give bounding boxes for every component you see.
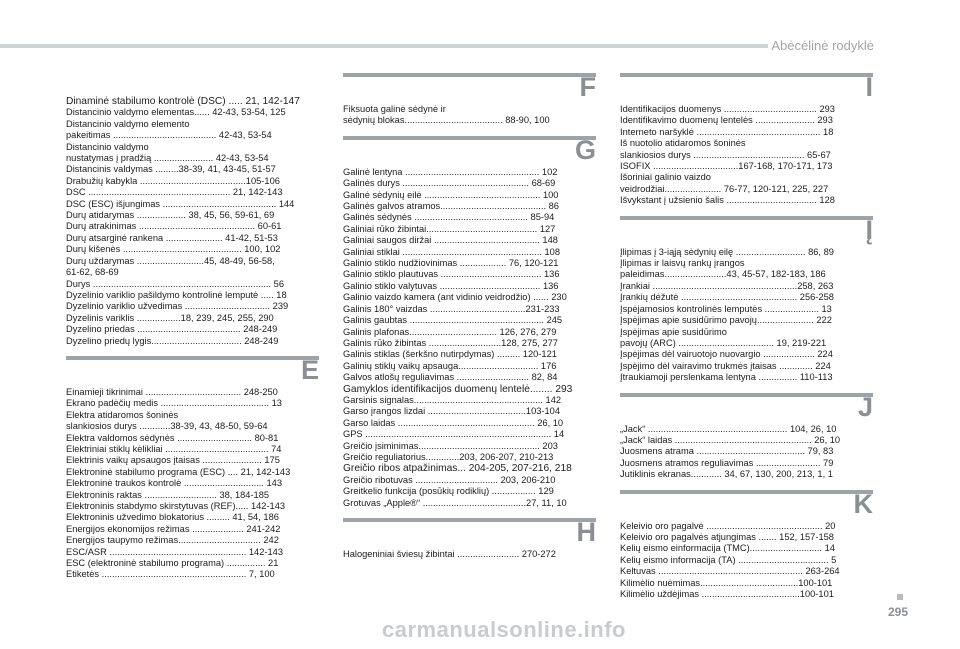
section-letter: H (576, 517, 596, 547)
index-entry: Keleivio oro pagalvės atjungimas ....... 152, 157-158 (620, 531, 834, 542)
index-entry-list (620, 424, 873, 481)
index-entry: Durų atidarymas ................... 38, 45, 56, 59-61, 69 (66, 210, 275, 221)
index-entry: Įlipimas ir laisvų rankų įrangos paleidimas........................43, 45-57, 182-183, 186 (620, 258, 826, 280)
index-entry: Galinis stiklas (šerkšno nutirpdymas) ......... 120-121 (343, 349, 557, 360)
index-entry: Išvykstant į užsienio šalis ................................... 128 (620, 195, 835, 206)
index-entry: Elektroninė traukos kontrolė ............................... 143 (66, 478, 282, 489)
index-entry: Elektra valdomos sėdynės ............................. 80-81 (66, 432, 279, 443)
index-entry: Energijos ekonomijos režimas .................... 241-242 (66, 523, 281, 534)
index-section (620, 70, 873, 207)
index-column-2 (343, 70, 596, 566)
section-divider-bar (620, 73, 873, 77)
index-entry: Greitkelio funkcija (posūkių rodiklių) ................. 129 (343, 486, 554, 497)
section-letter: K (853, 488, 873, 519)
index-entry: Galiniai stiklai ...................................................... 108 (343, 246, 560, 257)
index-section (343, 70, 596, 127)
watermark-text: carmanualsonline.info (382, 617, 626, 642)
index-entry: Durų atsarginė rankena ...................... 41-42, 51-53 (66, 232, 278, 243)
index-entry: Halogeniniai šviesų žibintai ........................ 270-272 (343, 549, 556, 559)
index-entry: Jutiklinis ekranas............ 34, 67, 130, 200, 213, 1, 1 (620, 469, 833, 480)
index-entry: DSC ....................................................... 21, 142-143 (66, 187, 283, 198)
index-entry: Ekrano padėčių medis .......................................... 13 (66, 398, 282, 409)
index-entry: Galinių stiklų vaikų apsauga............................... 176 (343, 360, 557, 371)
index-section (343, 133, 596, 509)
index-entry-list (343, 104, 596, 127)
index-entry: ESC (elektroninė stabilumo programa) ............... 21 (66, 558, 279, 569)
index-entry: Interneto naršyklė ................................................ 18 (620, 126, 834, 137)
index-entry: Garso laidas ..................................................... 26, 10 (343, 417, 564, 428)
section-letter: I (865, 72, 873, 102)
index-entry: Distancinio valdymo elementas...... 42-43, 53-54, 125 (66, 107, 286, 118)
index-section (620, 213, 873, 384)
index-entry: Galinio vaizdo kamera (ant vidinio veidrodžio) ...... 230 (343, 292, 567, 303)
index-column-3 (620, 70, 873, 606)
index-entry: Dyzelinio variklio užvedimas ................................. 239 (66, 301, 289, 312)
header-divider (0, 44, 768, 48)
section-divider-bar (620, 216, 873, 220)
index-entry: Keleivio oro pagalvė ............................................. 20 (620, 520, 836, 531)
index-entry: Greičio reguliatorius.............203, 206-207, 210-213 (343, 451, 554, 462)
section-letter-header (343, 515, 596, 545)
index-entry: Fiksuota galinė sėdynė ir sėdynių blokas...................................... 88-90, 100 (343, 104, 550, 126)
index-entry: Kilimėlio uždėjimas ......................................100-101 (620, 589, 834, 599)
index-section (66, 353, 319, 581)
index-entry: Elektroninis užvedimo blokatorius ......... 41, 54, 186 (66, 512, 279, 523)
index-section (66, 96, 319, 347)
index-entry-list (620, 521, 873, 601)
index-entry: Durų uždarymas ..........................45, 48-49, 56-58, 61-62, 68-69 (66, 255, 275, 278)
section-divider-bar (66, 356, 319, 360)
index-entry: Iš nuotolio atidaromos šoninės slankiosios durys ........................................... 65-67 (620, 138, 831, 160)
index-entry: Identifikavimo duomenų lentelės ....................... 293 (620, 115, 833, 126)
section-letter-header (343, 70, 596, 100)
index-entry: Įspėjimas apie susidūrimo pavojų...................... 222 (620, 315, 832, 326)
section-letter: J (857, 391, 873, 422)
index-entry: Įspėjimas apie susidūrimo pavojų (ARC) ..................................... 19, 219-221 (620, 326, 827, 348)
index-entry: Greičio įsiminimas............................................... 203 (343, 440, 558, 451)
index-entry: Įlipimas į 3-iąją sėdynių eilę ........................... 86, 89 (620, 246, 834, 257)
index-entry: Įspėjamosios kontrolinės lemputės ..................... 13 (620, 303, 832, 314)
index-entry: Durys ..................................................................... 56 (66, 278, 285, 289)
section-divider-bar (343, 136, 596, 140)
index-entry: Juosmens atrama .......................................... 79, 83 (620, 446, 834, 457)
index-entry: Galinis 180° vaizdas .....................................231-233 (343, 303, 560, 314)
section-letter: F (579, 72, 596, 102)
section-letter-header (620, 390, 873, 420)
index-entry: DSC (ESC) išjungimas ............................................ 144 (66, 198, 295, 209)
index-section (343, 515, 596, 560)
index-entry: Galinis plafonas.................................. 126, 276, 279 (343, 326, 557, 337)
index-entry: Elektra atidaromos šoninės slankiosios durys ............38-39, 43, 48-50, 59-64 (66, 409, 268, 432)
index-entry: Galinės durys ................................................. 68-69 (343, 178, 556, 189)
section-letter-header (620, 213, 873, 243)
index-entry: Galiniai saugos diržai ......................................... 148 (343, 235, 558, 246)
index-entry: Drabužių kabykla .........................................105-106 (66, 175, 280, 186)
index-column-1 (66, 96, 319, 587)
index-entry: Dyzelinio variklio pašildymo kontrolinė lemputė ..... 18 (66, 289, 287, 300)
index-entry: Įspėjimo dėl vairavimo trukmės įtaisas ............. 224 (620, 360, 831, 371)
index-entry: Dyzelino priedas ........................................ 248-249 (66, 324, 278, 335)
index-entry: Energijos taupymo režimas................................ 242 (66, 535, 279, 546)
index-entry: Dinaminė stabilumo kontrolė (DSC) ..... 21, 142-147 (66, 96, 300, 107)
index-entry: Galinis rūko žibintas ............................128, 275, 277 (343, 337, 558, 348)
page-marker-square (897, 594, 903, 600)
section-divider-bar (343, 518, 596, 522)
index-entry: Garsinis signalas.................................................. 142 (343, 394, 562, 405)
index-entry: Kelių eismo einformacija (TMC)............................ 14 (620, 543, 835, 554)
index-entry: Galinė lentyna .................................................... 102 (343, 166, 558, 177)
index-entry: Identifikacijos duomenys .................................... 293 (620, 104, 835, 114)
index-entry: Etiketės ........................................................ 7, 100 (66, 569, 275, 580)
index-entry: Greičio ribotuvas ................................ 203, 206-210 (343, 474, 556, 485)
section-letter-header (343, 133, 596, 163)
index-entry: Kilimėlio nuėmimas......................................100-101 (620, 577, 833, 588)
index-entry: Elektroninis raktas ............................ 38, 184-185 (66, 489, 270, 500)
index-entry: Einamieji tikrinimai ..................................... 248-250 (66, 386, 278, 397)
index-entry-list (343, 549, 596, 560)
index-entry: Keltuvas ........................................................ 263-264 (620, 566, 840, 577)
section-letter: E (300, 354, 319, 385)
index-entry-list (620, 247, 873, 384)
index-entry: Įspėjimas dėl vairuotojo nuovargio .................... 224 (620, 349, 833, 360)
page-header-title: Abėcėlinė rodyklė (771, 38, 874, 53)
index-entry: Garso įrangos lizdai ......................................103-104 (343, 406, 561, 417)
index-entry: ISOFIX .................................167-168, 170-171, 173 (620, 161, 833, 172)
index-entry: Distancinis valdymas .........38-39, 41, 43-45, 51-57 (66, 164, 276, 175)
index-entry: Galvos atlošų reguliavimas ............................ 82, 84 (343, 372, 558, 383)
index-entry-list (343, 167, 596, 509)
index-entry: Įrankiai ........................................................258, 263 (620, 280, 834, 291)
index-entry: Galinio stiklo nudžiovinimas .................. 76, 120-121 (343, 258, 559, 269)
index-entry: Elektroninis stabdymo skirstytuvas (REF)..... 142-143 (66, 501, 286, 511)
index-entry: Durų kišenės .............................................. 100, 102 (66, 244, 281, 255)
index-entry: Durų atrakinimas ............................................. 60-61 (66, 221, 282, 232)
index-entry: Galinio stiklo plautuvas ....................................... 136 (343, 269, 560, 280)
index-entry: Juosmens atramos reguliavimas ......................... 79 (620, 457, 834, 468)
section-divider-bar (343, 73, 596, 77)
index-entry: Elektroninė stabilumo programa (ESC) .... 21, 142-143 (66, 466, 291, 477)
index-entry: „Jack“ ...................................................... 104, 26, 10 (620, 423, 837, 434)
index-entry-list (66, 387, 319, 581)
index-entry: Greičio ribos atpažinimas... 204-205, 207-216, 218 (343, 463, 572, 475)
section-letter: G (574, 134, 596, 165)
index-entry: Galiniai rūko žibintai........................................... 127 (343, 223, 556, 234)
index-entry: „Jack“ laidas ..................................................... 26, 10 (620, 434, 841, 445)
index-entry: Distancinio valdymo elemento pakeitimas ........................................ 42-43, 53-54 (66, 118, 272, 141)
index-entry: Išoriniai galinio vaizdo veidrodžiai...................... 76-77, 120-121, 225, 227 (620, 172, 829, 194)
index-entry: Elektrinis vaikų apsaugos įtaisas ....................... 175 (66, 455, 280, 466)
index-entry-list (66, 96, 319, 347)
index-section (620, 390, 873, 481)
section-divider-bar (620, 393, 873, 397)
index-entry: Dyzelino priedų lygis................................... 248-249 (66, 335, 279, 346)
index-entry: Įtraukiamoji perslenkama lentyna ............... 110-113 (620, 372, 833, 383)
section-letter-header (620, 487, 873, 517)
index-section (620, 487, 873, 601)
section-divider-bar (620, 490, 873, 494)
index-entry: GPS ........................................................................ 14 (343, 429, 565, 440)
section-letter-header (620, 70, 873, 100)
index-entry: Įrankių dėžutė ............................................. 256-258 (620, 292, 834, 303)
index-entry: Galinio stiklo valytuvas ....................................... 136 (343, 280, 559, 291)
index-entry: Gamyklos identifikacijos duomenų lentelė........ 293 (343, 383, 573, 395)
index-entry: Galinės sėdynės ............................................ 85-94 (343, 212, 555, 223)
index-entry: ESC/ASR ..................................................... 142-143 (66, 546, 283, 557)
index-entry: Galinis gaubtas .................................................... 245 (343, 315, 563, 326)
section-letter-header (66, 353, 319, 383)
index-entry: Galinės galvos atramos......................................... 86 (343, 201, 559, 212)
index-entry: Kelių eismo informacija (TA) ................................... 5 (620, 554, 837, 565)
index-entry-list (620, 104, 873, 207)
page-number: 295 (887, 605, 908, 619)
index-entry: Grotuvas „Apple®“ ........................................27, 11, 10 (343, 497, 567, 508)
section-letter: Į (865, 214, 873, 245)
index-entry: Distancinio valdymo nustatymas į pradžią ....................... 42-43, 53-54 (66, 141, 269, 164)
index-entry: Elektriniai stiklų kėlikliai ........................................ 74 (66, 443, 282, 454)
index-entry: Galinė sėdynių eilė ............................................. 100 (343, 189, 559, 200)
index-entry: Dyzelinis variklis .................18, 239, 245, 255, 290 (66, 312, 274, 323)
